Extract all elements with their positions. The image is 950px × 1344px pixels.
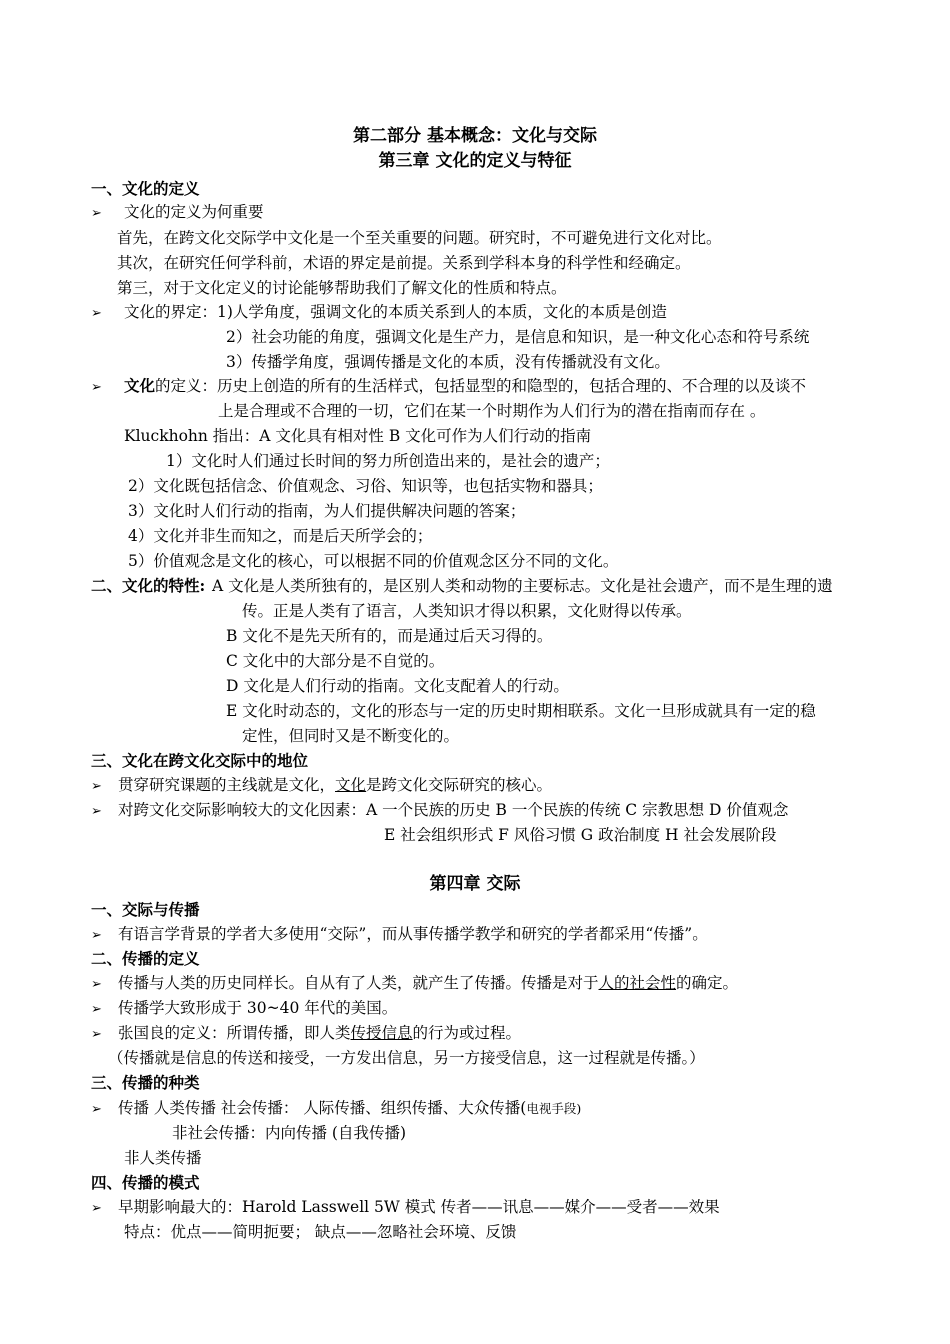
bullet-text: [118, 1023, 521, 1045]
text-run: 的确定。: [676, 974, 739, 992]
section-heading: 四、传播的模式: [91, 1173, 200, 1192]
paragraph: 传。正是人类有了语言，人类知识才得以积累，文化财得以传承。: [242, 602, 692, 620]
bullet-text: 文化的定义为何重要: [124, 203, 264, 221]
list-item: B 文化不是先天所有的，而是通过后天习得的。: [226, 627, 553, 645]
paragraph: 特点：优点——简明扼要； 缺点——忽略社会环境、反馈: [124, 1223, 517, 1241]
bullet-text: [124, 376, 806, 398]
section-heading: 一、交际与传播: [91, 900, 200, 919]
list-item: C 文化中的大部分是不自觉的。: [226, 652, 445, 670]
bullet-text: 对跨文化交际影响较大的文化因素：A 一个民族的历史 B 一个民族的传统 C 宗教思想 D 价值观念: [118, 801, 789, 819]
bullet-icon: ➢: [91, 1002, 102, 1017]
bullet-text: [118, 1098, 581, 1120]
list-item: 定性，但同时又是不断变化的。: [242, 727, 460, 745]
bullet-icon: ➢: [91, 206, 102, 221]
list-item: 非人类传播: [124, 1149, 202, 1167]
text-run: 是跨文化交际研究的核心。: [366, 776, 553, 794]
section-heading: 三、文化在跨文化交际中的地位: [91, 751, 309, 770]
underlined-term: 传授信息: [350, 1024, 413, 1042]
paragraph: 其次，在研究任何学科前，术语的界定是前提。关系到学科本身的科学性和经确定。: [117, 254, 691, 272]
text-run: 张国良的定义：所谓传播，即人类: [118, 1024, 351, 1042]
bullet-icon: ➢: [91, 1201, 102, 1216]
bullet-icon: ➢: [91, 804, 102, 819]
list-item: 1）文化时人们通过长时间的努力所创造出来的，是社会的遗产；: [166, 452, 610, 470]
bold-term: 文化: [124, 376, 156, 395]
bullet-text-continued: 上是合理或不合理的一切，它们在某一个时期作为人们行为的潜在指南而存在 。: [218, 402, 766, 420]
list-item: 3）传播学角度，强调传播是文化的本质，没有传播就没有文化。: [226, 353, 670, 371]
bullet-text: 文化的界定：1)人学角度，强调文化的本质关系到人的本质，文化的本质是创造: [124, 303, 667, 321]
text-run: 传播 人类传播 社会传播： 人际传播、组织传播、大众传播(: [118, 1099, 527, 1117]
section-heading: 二、文化的特性:: [91, 576, 206, 595]
bullet-icon: ➢: [91, 977, 102, 992]
section-heading: 二、传播的定义: [91, 949, 200, 968]
section-heading: 三、传播的种类: [91, 1073, 200, 1092]
text-run: 传播与人类的历史同样长。自从有了人类，就产生了传播。传播是对于: [118, 974, 599, 992]
list-item: D 文化是人们行动的指南。文化支配着人的行动。: [226, 677, 569, 695]
paragraph: 首先，在跨文化交际学中文化是一个至关重要的问题。研究时，不可避免进行文化对比。: [117, 229, 722, 247]
paragraph: （传播就是信息的传送和接受，一方发出信息，另一方接受信息，这一过程就是传播。）: [108, 1049, 705, 1067]
small-text-run: 电视手段): [526, 1101, 582, 1116]
bullet-text: [118, 973, 738, 995]
bullet-text: 传播学大致形成于 30~40 年代的美国。: [118, 999, 398, 1017]
bullet-text: 早期影响最大的：Harold Lasswell 5W 模式 传者——讯息——媒介——受者——效果: [118, 1198, 720, 1216]
list-item: 5）价值观念是文化的核心，可以根据不同的价值观念区分不同的文化。: [128, 552, 619, 570]
bullet-text: 有语言学背景的学者大多使用“交际”，而从事传播学教学和研究的学者都采用“传播”。: [118, 925, 708, 943]
bullet-text: [118, 775, 552, 797]
list-item: 4）文化并非生而知之，而是后天所学会的；: [128, 527, 433, 545]
chapter-title: 第三章 文化的定义与特征: [378, 151, 572, 171]
bullet-icon: ➢: [91, 928, 102, 943]
bullet-text-continued: E 社会组织形式 F 风俗习惯 G 政治制度 H 社会发展阶段: [384, 826, 777, 844]
list-item: E 文化时动态的，文化的形态与一定的历史时期相联系。文化一旦形成就具有一定的稳: [226, 702, 816, 720]
chapter-title: 第四章 交际: [429, 874, 521, 894]
paragraph: Kluckhohn 指出：A 文化具有相对性 B 文化可作为人们行动的指南: [124, 427, 592, 445]
bullet-icon: ➢: [91, 306, 102, 321]
text-run: 贯穿研究课题的主线就是文化，: [118, 776, 336, 794]
paragraph: 第三，对于文化定义的讨论能够帮助我们了解文化的性质和特点。: [117, 279, 567, 297]
bullet-icon: ➢: [91, 1027, 102, 1042]
underlined-term: 文化: [335, 776, 367, 794]
text-run: 的定义：历史上创造的所有的生活样式，包括显型的和隐型的，包括合理的、不合理的以及谈不: [155, 377, 807, 395]
part-title: 第二部分 基本概念：文化与交际: [353, 126, 597, 146]
text-run: 的行为或过程。: [412, 1024, 522, 1042]
bullet-icon: ➢: [91, 779, 102, 794]
list-item: 2）文化既包括信念、价值观念、习俗、知识等，也包括实物和器具；: [128, 477, 603, 495]
list-item: 3）文化时人们行动的指南，为人们提供解决问题的答案；: [128, 502, 526, 520]
list-item: 非社会传播：内向传播 (自我传播): [172, 1124, 407, 1142]
list-item: 2）社会功能的角度，强调文化是生产力，是信息和知识，是一种文化心态和符号系统: [226, 328, 810, 346]
paragraph: A 文化是人类所独有的，是区别人类和动物的主要标志。文化是社会遗产，而不是生理的遗: [212, 577, 833, 595]
underlined-term: 人的社会性: [598, 974, 677, 992]
bullet-icon: ➢: [91, 1102, 102, 1117]
bullet-icon: ➢: [91, 380, 102, 395]
section-heading: 一、文化的定义: [91, 179, 200, 198]
